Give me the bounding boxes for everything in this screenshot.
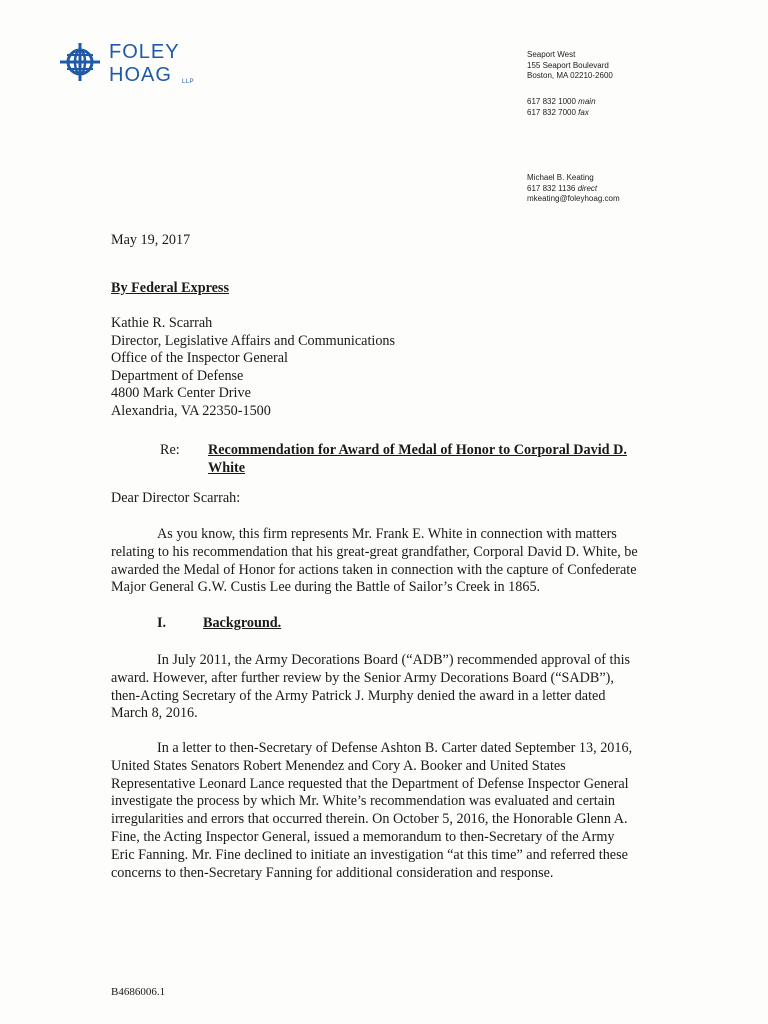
firm-logo [58,38,208,90]
delivery-method: By Federal Express [111,280,229,296]
paragraph-line: March 8, 2016. [111,705,198,722]
re-subject-line: Recommendation for Award of Medal of Honor to Corporal David D. [208,442,627,458]
paragraph-line: awarded the Medal of Honor for actions taken in connection with the capture of Confederate [111,561,637,578]
paragraph-line: Eric Fanning. Mr. Fine declined to initiate an investigation “at this time” and referred these [111,846,628,863]
recipient-line: 4800 Mark Center Drive [111,385,251,402]
document-id: B4686006.1 [111,986,166,998]
firm-phones [527,97,596,118]
recipient-line: Alexandria, VA 22350-1500 [111,402,271,419]
re-label: Re: [160,442,180,458]
recipient-line: Office of the Inspector General [111,350,288,367]
phone-fax: 617 832 7000 fax [527,107,589,117]
paragraph-line: Major General G.W. Custis Lee during the Battle of Sailor’s Creek in 1865. [111,579,541,596]
sender-direct: 617 832 1136 direct [527,183,598,193]
paragraph-background-1 [111,652,671,723]
address-line: Boston, MA 02210-2600 [527,71,613,80]
re-subject [208,442,627,477]
paragraph-background-2 [111,740,671,882]
salutation: Dear Director Scarrah: [111,490,241,506]
paragraph-line: award. However, after further review by the Senior Army Decorations Board (“SADB”), [111,669,614,686]
recipient-address [111,315,395,421]
sender-name: Michael B. Keating [527,173,594,182]
firm-suffix: LLP [182,79,195,85]
recipient-line: Director, Legislative Affairs and Communications [111,332,396,349]
address-line: Seaport West [527,50,576,59]
paragraph-intro [111,526,671,597]
paragraph-line: In July 2011, the Army Decorations Board (“ADB”) recommended approval of this [157,652,631,668]
paragraph-line: As you know, this firm represents Mr. Frank E. White in connection with matters [157,526,617,542]
firm-name-line1: FOLEY [109,41,180,63]
paragraph-line: concerns to then-Secretary Fanning for additional consideration and response. [111,864,554,881]
paragraph-line: United States Senators Robert Menendez and Cory A. Booker and United States [111,757,566,774]
letter-date: May 19, 2017 [111,232,191,248]
address-line: 155 Seaport Boulevard [527,60,609,70]
paragraph-line: Fine, the Acting Inspector General, issued a memorandum to then-Secretary of the Army [111,828,615,845]
paragraph-line: then-Acting Secretary of the Army Patrick J. Murphy denied the award in a letter dated [111,687,606,704]
phone-main: 617 832 1000 main [527,97,596,106]
globe-icon [58,40,102,84]
section-title: Background. [203,615,282,631]
paragraph-line: irregularities and errors that occurred therein. On October 5, 2016, the Honorable Glenn A. [111,811,628,828]
paragraph-line: Representative Leonard Lance requested that the Department of Defense Inspector General [111,775,629,792]
re-subject-line: White [208,459,246,476]
sender-info [527,173,620,205]
recipient-line: Department of Defense [111,367,244,384]
paragraph-line: relating to his recommendation that his great-great grandfather, Corporal David D. White, be [111,543,638,560]
firm-name-line2: HOAG [109,64,172,86]
section-number: I. [157,615,167,631]
paragraph-line: investigate the process by which Mr. White’s recommendation was evaluated and certain [111,793,616,810]
sender-email: mkeating@foleyhoag.com [527,194,620,203]
recipient-line: Kathie R. Scarrah [111,315,213,331]
firm-address [527,50,613,82]
paragraph-line: In a letter to then-Secretary of Defense Ashton B. Carter dated September 13, 2016, [157,740,633,756]
